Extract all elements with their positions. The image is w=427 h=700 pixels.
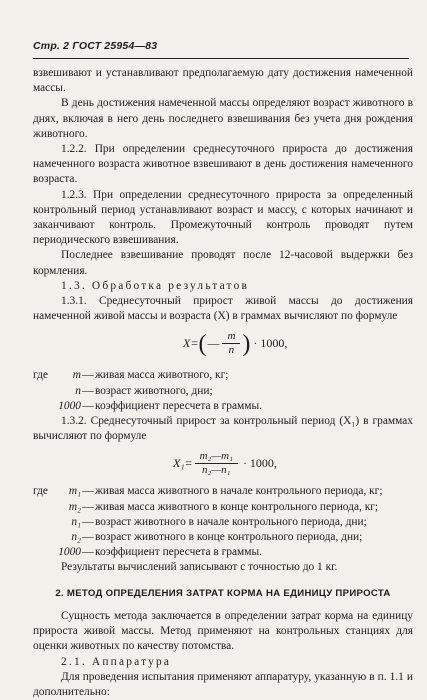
where-prefix: где: [33, 369, 48, 382]
where-prefix: [33, 515, 55, 530]
where-item: [33, 515, 413, 530]
paragraph-9: Сущность метода заключается в определении затрат корма на единицу прироста живой массы. Метод применяют на контрольных станциях для оценки животных по качеству потомства.: [33, 609, 413, 653]
paragraph-7: 1.3.2. Среднесуточный прирост за контрольный период (X₁) в граммах вычисляют по формуле: [33, 415, 413, 443]
where-term: m₁: [68, 485, 81, 498]
formula-1-numerator: m: [222, 330, 240, 344]
paragraph-2: В день достижения намеченной массы определяют возраст животного в днях, включая в него день последнего взвешивания без учета дня рождения животного.: [33, 97, 413, 140]
where-description: коэффициент пересчета в граммы.: [95, 399, 262, 412]
where-description: коэффициент пересчета в граммы.: [95, 546, 262, 559]
where-term: m₂: [68, 500, 81, 513]
where-prefix: [33, 500, 55, 515]
page-header: Стр. 2 ГОСТ 25954—83: [33, 40, 158, 52]
formula-1-denominator: n: [228, 344, 235, 357]
where-list-2-items: [33, 484, 413, 560]
where-prefix: [33, 530, 55, 545]
formula-1-rhs: · 1000,: [253, 336, 288, 351]
document-body: [33, 66, 413, 700]
where-description: возраст животного, дни;: [95, 384, 213, 397]
where-term: n: [75, 384, 81, 397]
paragraph-4: 1.2.3. При определении среднесуточного прироста за определенный контрольный период устанавливают возраст и массу, с которых начинают и заканчивают контроль. Промежуточный контроль проводят путем периодического взвешивания.: [33, 188, 413, 247]
section-2-title: 2. МЕТОД ОПРЕДЕЛЕНИЯ ЗАТРАТ КОРМА НА ЕДИНИЦУ ПРИРОСТА: [55, 587, 391, 599]
where-item: [33, 368, 413, 383]
where-list-1-items: [33, 368, 413, 414]
where-dash: —: [82, 384, 94, 397]
where-description: живая масса животного в начале контрольного периода, кг;: [95, 485, 383, 498]
where-dash: —: [82, 485, 94, 498]
header-rule: [33, 58, 409, 59]
where-dash: —: [82, 500, 94, 513]
formula-2-numerator: m₂—m₁: [195, 450, 238, 464]
where-item: [33, 500, 413, 515]
where-term: m: [72, 369, 81, 382]
paragraph-3: 1.2.2. При определении среднесуточного прироста до достижения намеченного возраста животное взвешивают в день достижения намеченного возраста.: [33, 143, 413, 186]
where-item: [33, 484, 413, 499]
paragraph-6: 1.3.1. Среднесуточный прирост живой массы до достижения намеченной живой массы и возраста (X) в граммах вычисляют по формуле: [33, 295, 413, 323]
formula-2: [33, 447, 413, 481]
where-term: 1000: [58, 546, 81, 559]
formula-2-rhs: · 1000,: [242, 456, 277, 471]
subsection-2-1: 2.1. Аппаратура: [61, 655, 172, 668]
where-item: [33, 545, 413, 560]
where-prefix: где: [33, 485, 48, 498]
formula-2-lhs: X₁=: [173, 456, 193, 471]
formula-2-denominator: n₂—n₁: [202, 464, 231, 477]
where-dash: —: [82, 546, 94, 559]
where-item: [33, 399, 413, 414]
where-description: живая масса животного, кг;: [95, 369, 229, 382]
where-dash: —: [82, 399, 94, 412]
where-dash: —: [82, 515, 94, 528]
where-description: возраст животного в конце контрольного периода, дни;: [95, 531, 363, 544]
where-item: [33, 530, 413, 545]
where-prefix: [33, 399, 55, 414]
where-description: живая масса животного в конце контрольного периода, кг;: [95, 500, 379, 513]
where-dash: —: [82, 531, 94, 544]
where-prefix: [33, 545, 55, 560]
where-description: возраст животного в начале контрольного периода, дни;: [95, 515, 367, 528]
where-term: 1000: [58, 399, 81, 412]
where-term: n₁: [71, 515, 81, 528]
formula-1: X= ( — $\frac{m}{n}$ ) · 1000,: [183, 330, 288, 357]
formula-1-lhs: X=: [183, 336, 199, 351]
paragraph-1: взвешивают и устанавливают предполагаемую дату достижения намеченной массы.: [33, 67, 413, 95]
paragraph-8: Результаты вычислений записывают с точностью до 1 кг.: [61, 561, 338, 574]
where-term: n₂: [71, 531, 81, 544]
where-dash: —: [82, 369, 94, 382]
where-item: [33, 384, 413, 399]
subsection-1-3: 1.3. Обработка результатов: [61, 279, 250, 292]
paragraph-5: Последнее взвешивание проводят после 12-часовой выдержки без кормления.: [33, 249, 413, 277]
where-prefix: [33, 384, 55, 399]
paragraph-10: Для проведения испытания применяют аппаратуру, указанную в п. 1.1 и дополнительно:: [33, 670, 413, 698]
